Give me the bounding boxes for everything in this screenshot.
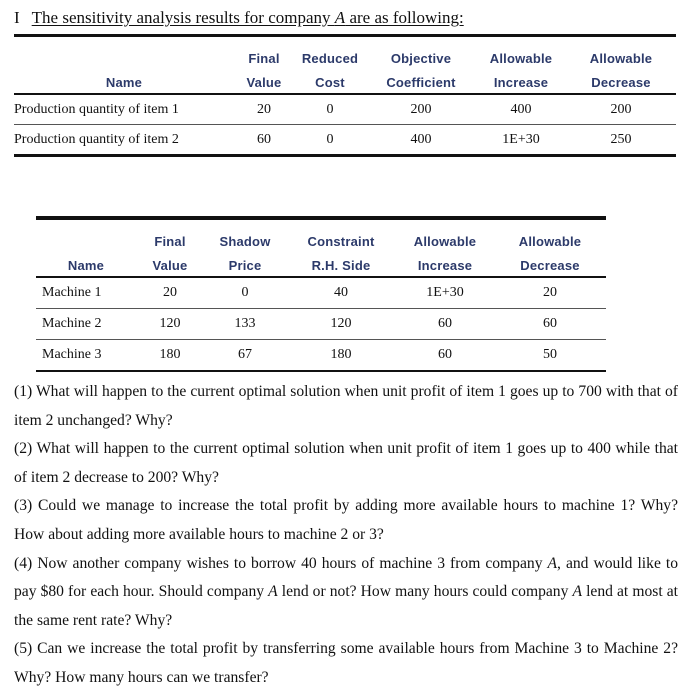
table2-top-rule xyxy=(36,216,606,220)
table2-header-cell: Decrease xyxy=(494,249,606,277)
table-cell: Machine 3 xyxy=(36,340,136,372)
question-1: (1) What will happen to the current optimal solution when unit profit of item 1 goes up to 700 with that of item 2 unchanged? Why? xyxy=(14,383,678,429)
table2-header-row-2 xyxy=(36,249,606,277)
table-cell: 67 xyxy=(204,340,286,372)
question-4-text: (4) Now another company wishes to borrow 40 hours of machine 3 from company xyxy=(14,554,548,572)
heading-company: A xyxy=(334,8,346,27)
question-4 xyxy=(14,550,678,636)
table1-header-cell: Cost xyxy=(294,66,366,94)
question-5: (5) Can we increase the total profit by transferring some available hours from Machine 3 to Machine 2? Why? How many hours can we transfer? xyxy=(14,640,678,686)
table-cell: 0 xyxy=(294,94,366,125)
table2-header-cell: Name xyxy=(36,249,136,277)
table-cell: 400 xyxy=(366,125,476,156)
table-row xyxy=(36,340,606,372)
question-4-text: , and would like to pay $80 for each hour. Should company xyxy=(14,554,678,601)
heading-text-before: The sensitivity analysis results for company xyxy=(31,8,335,27)
table-cell: 120 xyxy=(136,309,204,340)
table-cell: Production quantity of item 2 xyxy=(14,125,234,156)
table1-header-cell: Final xyxy=(248,51,280,66)
table2-header-cell: Shadow xyxy=(219,234,271,249)
table-cell: Machine 1 xyxy=(36,277,136,309)
question-4-text: lend or not? How many hours could company xyxy=(277,583,573,601)
table-cell: 20 xyxy=(234,94,294,125)
table-cell: 180 xyxy=(136,340,204,372)
table-cell: Production quantity of item 1 xyxy=(14,94,234,125)
table-cell: 40 xyxy=(286,277,396,309)
question-2: (2) What will happen to the current optimal solution when unit profit of item 1 goes up to 400 while that of item 2 decrease to 200? Why? xyxy=(14,440,678,486)
table-cell: 60 xyxy=(396,309,494,340)
table2-header-cell: Constraint xyxy=(307,234,375,249)
table2-header-row-1 xyxy=(36,225,606,249)
table-cell: Machine 2 xyxy=(36,309,136,340)
constraints-table xyxy=(36,225,606,372)
question-3: (3) Could we manage to increase the total profit by adding more available hours to machine 1? Why? How about adding more available hours to machine 2 or 3? xyxy=(14,497,678,543)
table2-header-cell: Final xyxy=(154,234,186,249)
table1-header-cell xyxy=(14,42,234,66)
question-4-text: lend at most at the same rent rate? Why? xyxy=(14,583,678,629)
table1-header-cell: Allowable xyxy=(589,51,653,66)
company-name: A xyxy=(547,554,558,572)
table-row xyxy=(14,94,676,125)
section-title xyxy=(32,8,464,27)
table-row xyxy=(36,309,606,340)
table-cell: 133 xyxy=(204,309,286,340)
table-cell: 200 xyxy=(366,94,476,125)
table-row xyxy=(14,125,676,156)
table-row xyxy=(36,277,606,309)
heading-text-after: are as following: xyxy=(345,8,464,27)
section-number: I xyxy=(14,8,20,27)
table1-header-cell: Increase xyxy=(476,66,566,94)
table1-header-cell: Reduced xyxy=(301,51,359,66)
table1-top-rule xyxy=(14,34,676,37)
table-cell: 0 xyxy=(294,125,366,156)
table-cell: 1E+30 xyxy=(396,277,494,309)
table-cell: 1E+30 xyxy=(476,125,566,156)
table1-header-row-2 xyxy=(14,66,676,94)
table1-header-row-1 xyxy=(14,42,676,66)
table-cell: 60 xyxy=(494,309,606,340)
table1-header-cell: Allowable xyxy=(489,51,553,66)
company-name: A xyxy=(268,583,278,601)
table2-header-cell: Increase xyxy=(396,249,494,277)
table-cell: 250 xyxy=(566,125,676,156)
variable-cells-table xyxy=(14,42,676,157)
table1-header-cell: Objective xyxy=(390,51,452,66)
table2-header-cell: Price xyxy=(204,249,286,277)
table1-header-cell: Coefficient xyxy=(366,66,476,94)
section-heading xyxy=(14,8,464,28)
table2-header-cell xyxy=(36,225,136,249)
question-list xyxy=(14,378,678,693)
table-cell: 60 xyxy=(396,340,494,372)
table-cell: 60 xyxy=(234,125,294,156)
table2-header-cell: R.H. Side xyxy=(286,249,396,277)
table-cell: 120 xyxy=(286,309,396,340)
table-cell: 400 xyxy=(476,94,566,125)
table2-header-cell: Allowable xyxy=(518,234,582,249)
company-name: A xyxy=(572,583,582,601)
table2-header-cell: Value xyxy=(136,249,204,277)
table1-header-cell: Name xyxy=(14,66,234,94)
table-cell: 200 xyxy=(566,94,676,125)
table-cell: 20 xyxy=(136,277,204,309)
table-cell: 50 xyxy=(494,340,606,372)
table1-header-cell: Decrease xyxy=(566,66,676,94)
table-cell: 180 xyxy=(286,340,396,372)
table-cell: 20 xyxy=(494,277,606,309)
table1-header-cell: Value xyxy=(234,66,294,94)
table-cell: 0 xyxy=(204,277,286,309)
table2-header-cell: Allowable xyxy=(413,234,477,249)
